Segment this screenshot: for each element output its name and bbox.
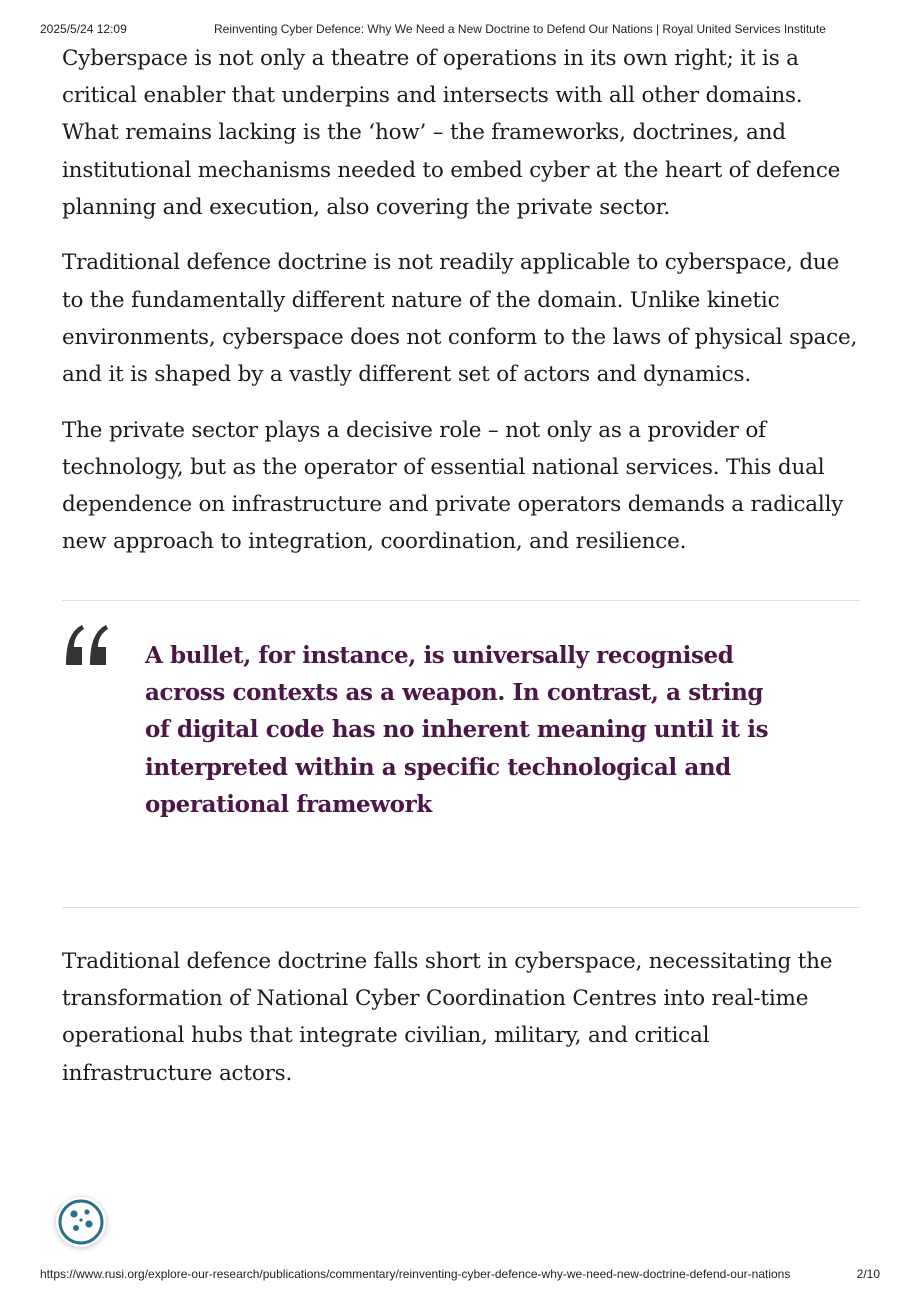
article-paragraph-4: Traditional defence doctrine falls short in cyberspace, necessitating the transformation of National Cyber Coordination Centres into real-time operational hubs that integrate civilian, military, and critical infrastructure actors. xyxy=(62,949,833,1086)
print-datetime: 2025/5/24 12:09 xyxy=(40,22,127,36)
quote-mark-icon xyxy=(62,623,110,667)
print-url: https://www.rusi.org/explore-our-research/publications/commentary/reinventing-cyber-defence-why-we-need-new-doctrine-defend-our-nations xyxy=(40,1267,791,1281)
article-paragraph-3: The private sector plays a decisive role – not only as a provider of technology, but as the operator of essential national services. This dual dependence on infrastructure and private operators demands a radically new approach to integration, coordination, and resilience. xyxy=(62,417,844,555)
pull-quote-text: A bullet, for instance, is universally recognised across contexts as a weapon. In contrast, a string of digital code has no inherent meaning until it is interpreted within a specific technological and operational framework xyxy=(145,642,769,818)
article-paragraph-2: Traditional defence doctrine is not readily applicable to cyberspace, due to the fundamentally different nature of the domain. Unlike kinetic environments, cyberspace does not conform to the laws of physical space, and it is shaped by a vastly different set of actors and dynamics. xyxy=(62,250,858,388)
print-page-title: Reinventing Cyber Defence: Why We Need a New Doctrine to Defend Our Nations | Royal United Services Institute xyxy=(214,22,826,36)
cookie-settings-button[interactable] xyxy=(56,1197,106,1247)
pull-quote xyxy=(62,600,860,908)
page-number: 2/10 xyxy=(856,1267,880,1281)
print-header xyxy=(40,22,880,38)
article-paragraph-1: Cyberspace is not only a theatre of operations in its own right; it is a critical enabler that underpins and intersects with all other domains. What remains lacking is the ‘how’ – the frameworks, doctrines, and institutional mechanisms needed to embed cyber at the heart of defence planning and execution, also covering the private sector. xyxy=(62,46,841,220)
cookie-icon xyxy=(56,1197,106,1247)
article-body xyxy=(62,40,862,579)
print-footer xyxy=(40,1267,880,1283)
